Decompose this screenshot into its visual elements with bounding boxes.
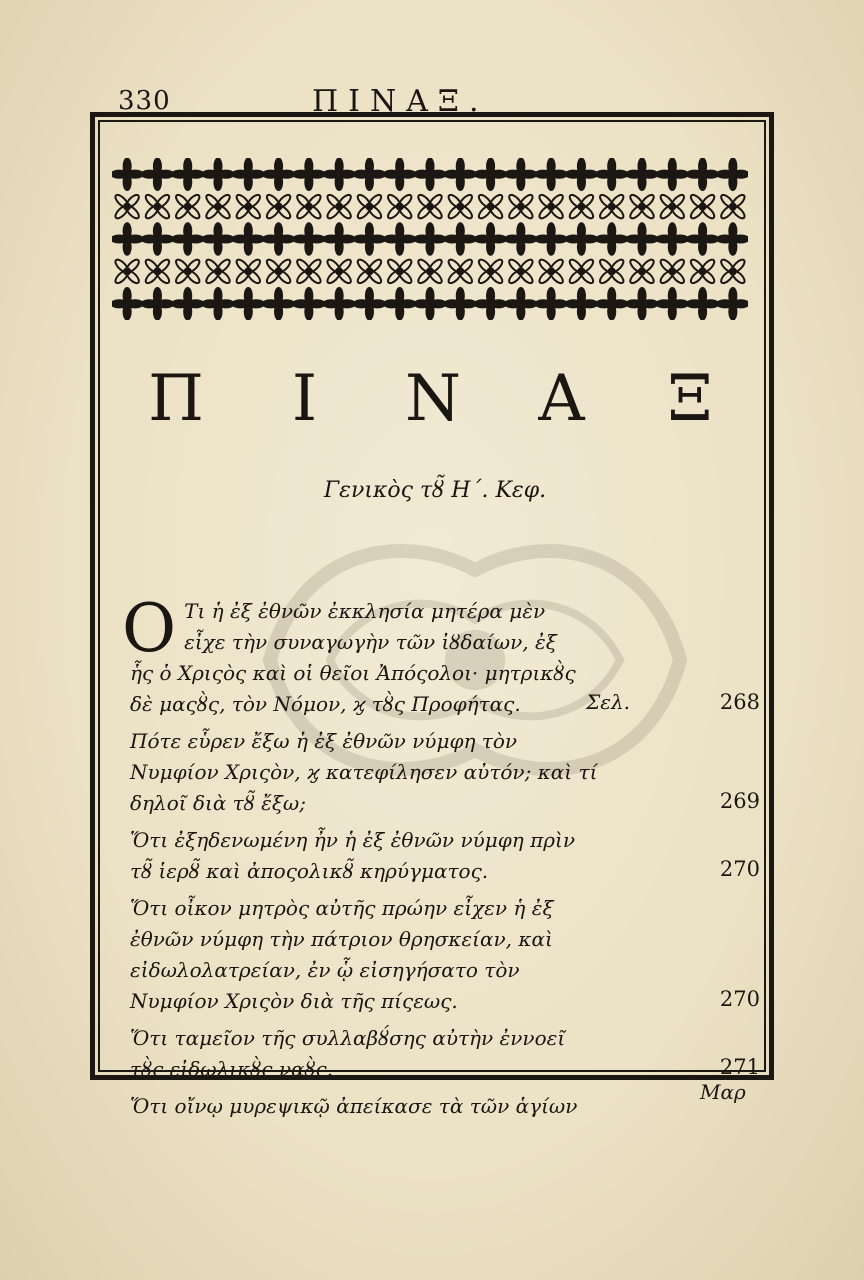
fleuron [598,258,625,285]
index-entry [130,1091,760,1122]
fleuron [475,288,507,320]
fleuron [657,288,689,320]
fleuron [628,258,655,285]
title-letter: Ξ [667,362,713,436]
fleuron [172,288,204,320]
entry-text: Ὅτι ἐξηδενωμένη ἦν ἡ ἐξ ἐθνῶν νύμφη πρὶν τȣ̃ ἱερȣ̃ καὶ ἀποςολικȣ̃ κηρύγματος. [130,828,575,883]
running-title: ΠΙΝΑΞ. [312,84,489,119]
fleuron [717,158,748,190]
fleuron [235,258,262,285]
section-subtitle: Γενικὸς τȣ̃ Η΄. Κεφ. [323,478,547,503]
index-entries [122,590,760,1122]
fleuron [142,288,174,320]
fleuron [445,288,477,320]
fleuron [323,288,355,320]
fleuron [689,258,716,285]
fleuron [719,193,746,220]
page-reference: 271 [719,1055,760,1079]
drop-cap: Ο [122,590,177,667]
fleuron [507,258,534,285]
fleuron [325,193,352,220]
fleuron [416,193,443,220]
fleuron [447,258,474,285]
fleuron [202,223,234,255]
entry-text: Ὅτι οἶκον μητρὸς αὐτῆς πρώην εἶχεν ἡ ἐξ ἐθνῶν νύμφη τὴν πάτριον θρησκείαν, καὶ εἰδωλολατρείαν, ἐν ᾧ εἰσηγήσατο τὸν Νυμφίον Χριςὸν διὰ τῆς πίςεως. [130,896,554,1013]
fleuron [354,223,386,255]
fleuron [626,288,658,320]
fleuron [263,158,295,190]
fleuron [144,258,171,285]
fleuron [113,193,140,220]
fleuron [386,193,413,220]
fleuron [535,288,567,320]
fleuron [416,258,443,285]
fleuron [112,223,143,255]
fleuron [142,223,174,255]
fleuron [566,158,598,190]
fleuron [445,223,477,255]
page-reference: 268 [719,690,760,714]
fleuron [566,223,598,255]
title-letter: Ι [291,362,318,436]
fleuron [505,223,537,255]
fleuron [386,258,413,285]
fleuron [596,288,628,320]
fleuron [475,158,507,190]
fleuron [323,223,355,255]
fleuron [172,223,204,255]
title-letter: Π [148,362,204,436]
fleuron [596,223,628,255]
fleuron [293,158,325,190]
fleuron [142,158,174,190]
fleuron [354,158,386,190]
fleuron [659,193,686,220]
fleuron [535,223,567,255]
fleuron [204,193,231,220]
index-entry [122,590,760,720]
fleuron [174,193,201,220]
entry-text: Πότε εὗρεν ἔξω ἡ ἐξ ἐθνῶν νύμφη τὸν Νυμφίον Χριςὸν, ϗ κατεφίλησεν αὐτόν; καὶ τί δηλοῖ διὰ τȣ̃ ἔξω; [130,729,598,815]
fleuron [356,193,383,220]
fleuron [265,193,292,220]
fleuron [354,288,386,320]
fleuron-ornament-band [112,158,748,320]
catchword: Μαρ [700,1080,746,1104]
entry-text: Ὅτι οἴνῳ μυρεψικῷ ἀπείκασε τὰ τῶν ἁγίων [130,1094,578,1118]
fleuron [414,288,446,320]
fleuron [628,193,655,220]
fleuron [505,158,537,190]
fleuron [477,193,504,220]
fleuron [172,158,204,190]
page-reference: 270 [719,987,760,1011]
fleuron [323,158,355,190]
page-title [110,362,760,436]
fleuron [719,258,746,285]
fleuron [202,158,234,190]
fleuron [626,158,658,190]
fleuron [295,193,322,220]
fleuron [687,288,719,320]
fleuron [295,258,322,285]
fleuron [687,223,719,255]
fleuron [568,258,595,285]
fleuron [233,288,265,320]
fleuron [144,193,171,220]
fleuron [112,288,143,320]
fleuron [414,158,446,190]
fleuron [447,193,474,220]
entry-text: Ὅτι ταμεῖον τῆς συλλαβȣ́σης αὐτὴν ἐννοεῖ τȣ̀ς εἰδωλικȣ̀ς ναȣ̀ς. [130,1026,566,1081]
page-reference: 270 [719,857,760,881]
title-letter: Α [538,362,585,436]
entry-text: Τι ἡ ἐξ ἐθνῶν ἐκκλησία μητέρα μὲν εἶχε τὴν συναγωγὴν τῶν ἰȣδαίων, ἐξ ἧς ὁ Χριςὸς καὶ οἱ θεῖοι Ἀπόςολοι· μητρικȣ̀ς δὲ μαςȣ̀ς, τὸν Νόμον, ϗ τȣ̀ς Προφήτας. [130,599,576,716]
fleuron [265,258,292,285]
fleuron [537,258,564,285]
page-number: 330 [118,86,171,116]
fleuron [263,288,295,320]
fleuron [537,193,564,220]
fleuron [233,223,265,255]
fleuron [568,193,595,220]
fleuron [113,258,140,285]
fleuron [233,158,265,190]
sel-label: Σελ. [586,690,630,714]
fleuron [174,258,201,285]
fleuron [325,258,352,285]
fleuron [626,223,658,255]
fleuron [384,158,416,190]
fleuron [657,158,689,190]
fleuron [475,223,507,255]
fleuron [717,288,748,320]
fleuron [112,158,143,190]
title-letter: Ν [405,362,461,436]
fleuron [293,288,325,320]
fleuron [659,258,686,285]
fleuron [384,288,416,320]
fleuron [507,193,534,220]
fleuron [505,288,537,320]
fleuron [477,258,504,285]
fleuron [414,223,446,255]
fleuron [293,223,325,255]
fleuron [689,193,716,220]
fleuron [445,158,477,190]
fleuron [598,193,625,220]
fleuron [535,158,567,190]
fleuron [202,288,234,320]
index-entry [130,1023,760,1085]
fleuron [657,223,689,255]
page-reference: 269 [719,789,760,813]
fleuron [235,193,262,220]
fleuron [566,288,598,320]
fleuron [384,223,416,255]
fleuron [687,158,719,190]
fleuron [596,158,628,190]
fleuron [717,223,748,255]
index-entry [130,825,760,887]
fleuron [356,258,383,285]
index-entry [130,726,760,819]
fleuron [263,223,295,255]
fleuron [204,258,231,285]
index-entry [130,893,760,1017]
